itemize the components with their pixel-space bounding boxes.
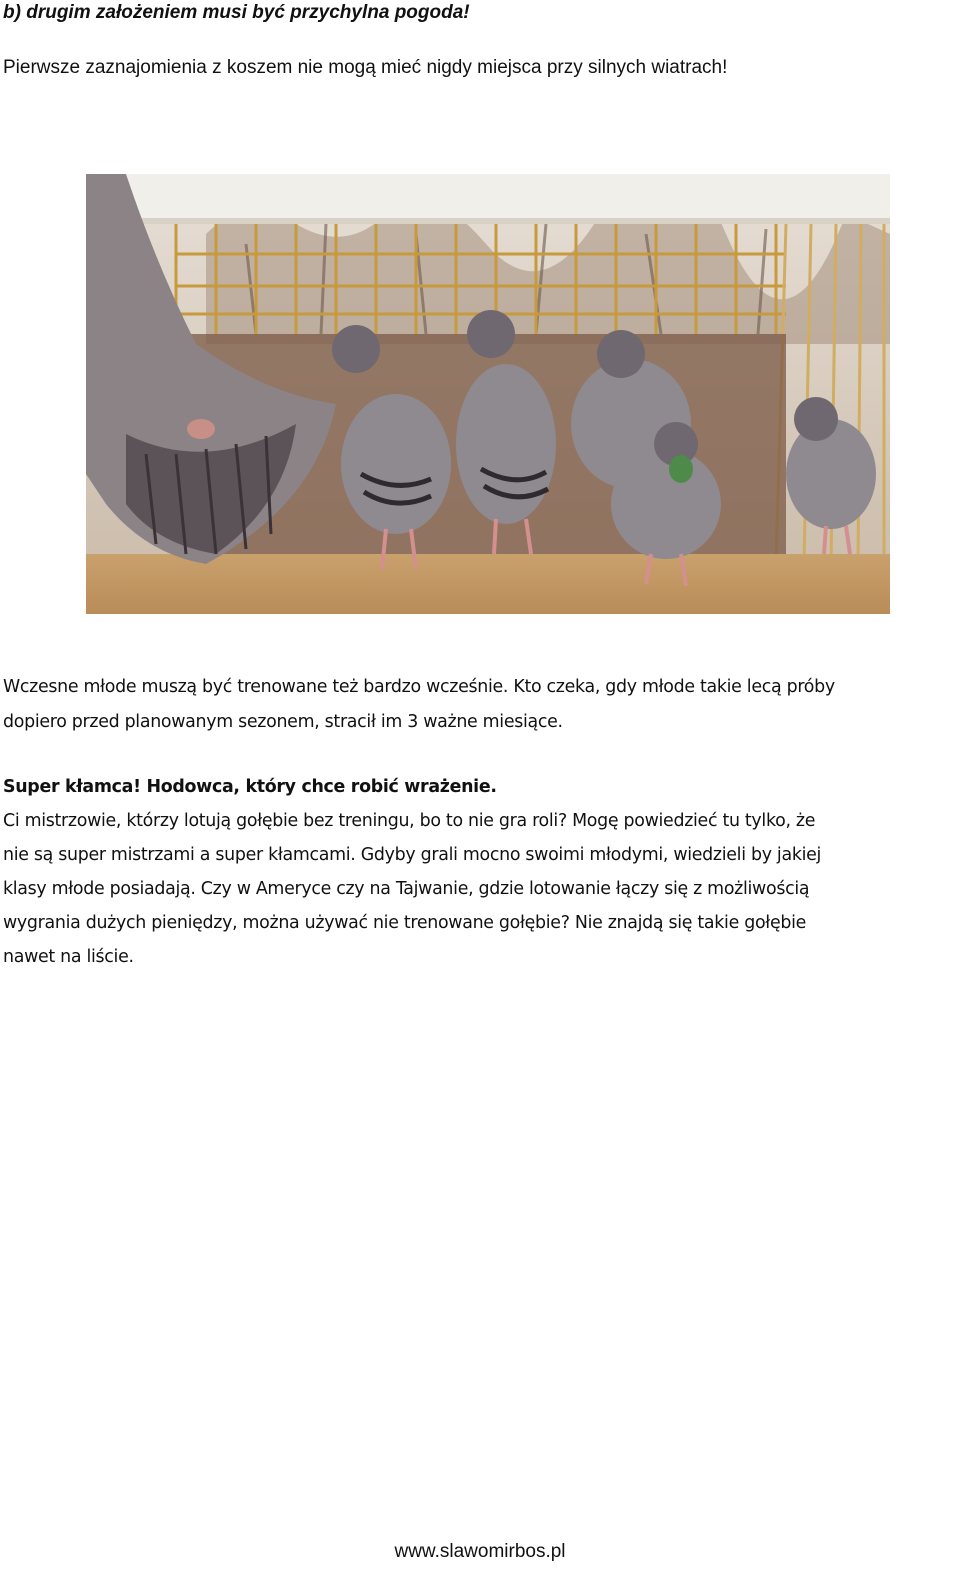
section-line-4: wygrania dużych pieniędzy, można używać nie trenowane gołębie? Nie znajdą się takie gołębie bbox=[3, 913, 807, 933]
pigeons-photo bbox=[86, 174, 890, 614]
section-line-3: klasy młode posiadają. Czy w Ameryce czy na Tajwanie, gdzie lotowanie łączy się z możliwością bbox=[3, 879, 810, 899]
section-line-2: nie są super mistrzami a super kłamcami. Gdyby grali mocno swoimi młodymi, wiedzieli by jakiej bbox=[3, 845, 822, 865]
paragraph1-line-1: Wczesne młode muszą być trenowane też bardzo wcześnie. Kto czeka, gdy młode takie lecą próby bbox=[3, 677, 835, 697]
page-heading: b) drugim założeniem musi być przychylna pogoda! bbox=[3, 2, 470, 23]
section-line-1: Ci mistrzowie, którzy lotują gołębie bez treningu, bo to nie gra roli? Mogę powiedzieć tu tylko, że bbox=[3, 811, 816, 831]
intro-text: Pierwsze zaznajomienia z koszem nie mogą mieć nigdy miejsca przy silnych wiatrach! bbox=[3, 57, 728, 78]
section-title: Super kłamca! Hodowca, który chce robić wrażenie. bbox=[3, 777, 497, 797]
footer-website: www.slawomirbos.pl bbox=[394, 1541, 566, 1562]
paragraph1-line-2: dopiero przed planowanym sezonem, stracił im 3 ważne miesiące. bbox=[3, 712, 563, 732]
section-line-5: nawet na liście. bbox=[3, 947, 134, 967]
